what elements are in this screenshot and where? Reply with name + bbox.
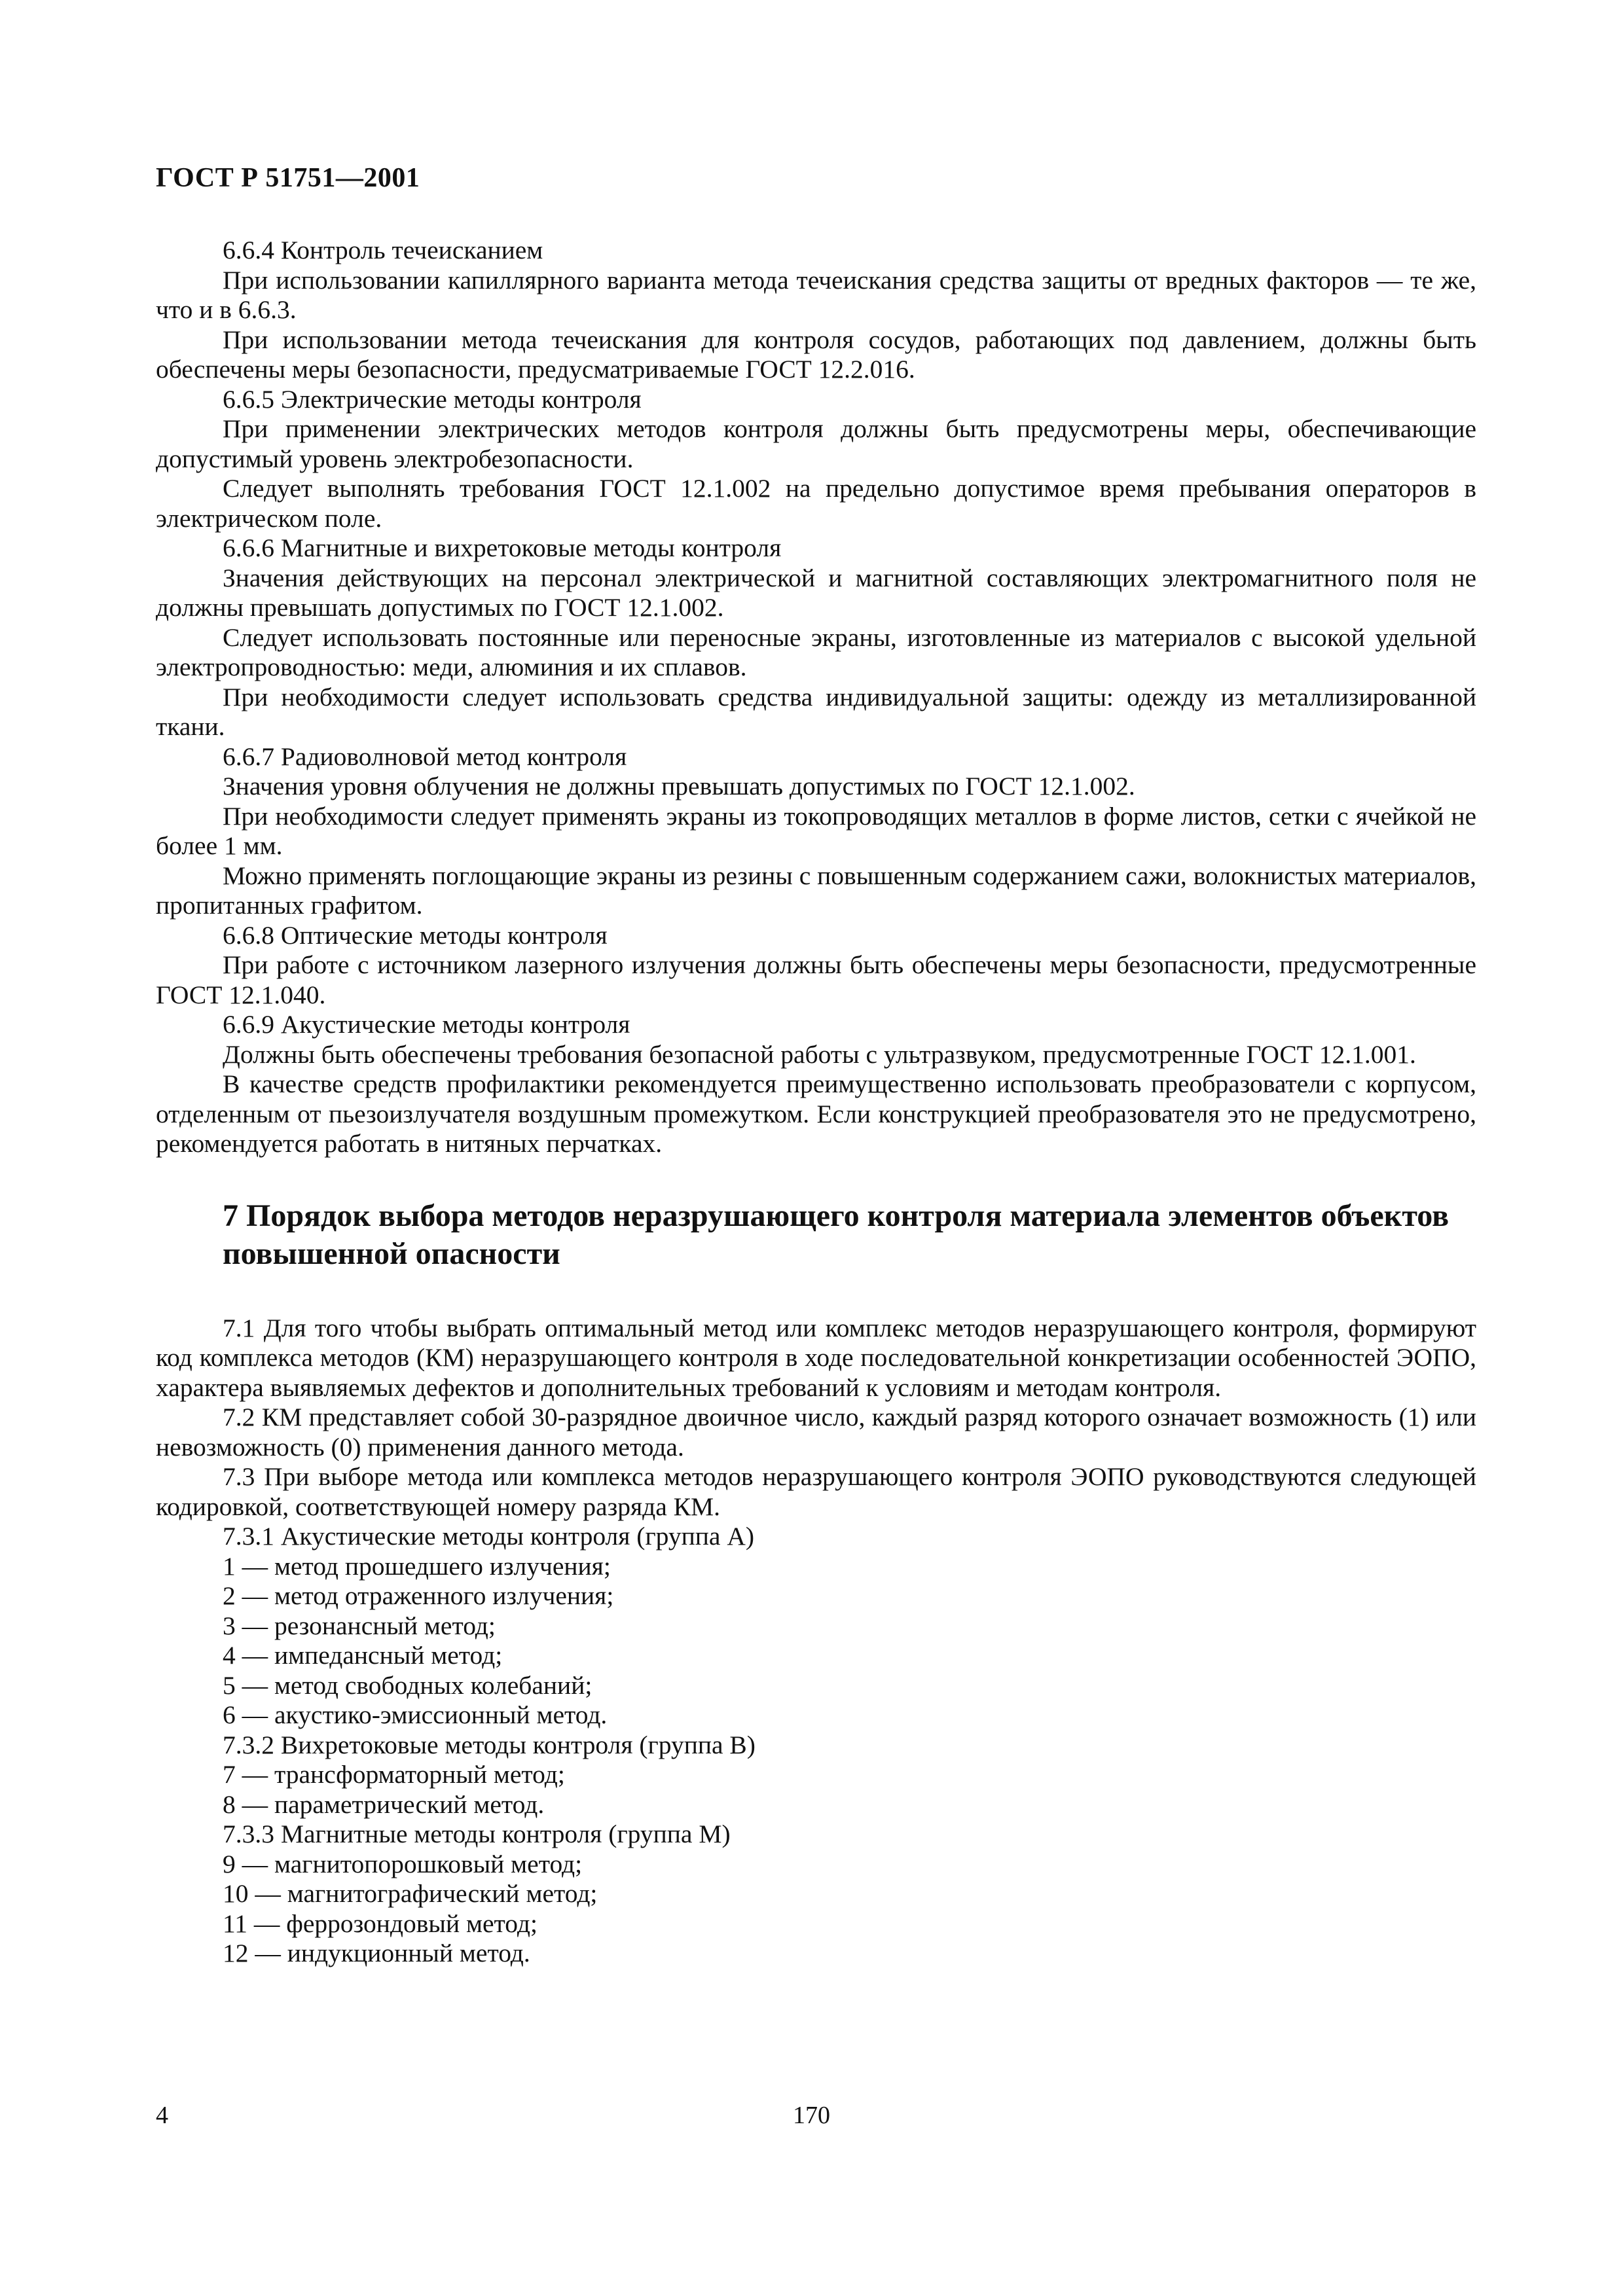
list-item: 9 — магнитопорошковый метод; [223, 1849, 583, 1878]
document-header: ГОСТ Р 51751—2001 [156, 163, 420, 193]
list-item: 7 — трансформаторный метод; [223, 1760, 565, 1789]
paragraph: При использовании метода течеискания для контроля сосудов, работающих под давлением, должны быть обеспечены меры безопасности, предусматриваемые ГОСТ 12.2.016. [156, 325, 1476, 384]
list-item: 5 — метод свободных колебаний; [223, 1670, 593, 1700]
paragraph: Значения действующих на персонал электрической и магнитной составляющих электромагнитного поля не должны превышать допустимых по ГОСТ 12.1.002. [156, 563, 1476, 622]
section-6-6-8-title: 6.6.8 Оптические методы контроля [223, 920, 608, 950]
list-item: 8 — параметрический метод. [223, 1789, 545, 1819]
section-6-6-9-title: 6.6.9 Акустические методы контроля [223, 1010, 630, 1039]
section-6-6-5-title: 6.6.5 Электрические методы контроля [223, 384, 642, 414]
section-6-6-6-title: 6.6.6 Магнитные и вихретоковые методы контроля [223, 533, 782, 562]
paragraph: Следует использовать постоянные или переносные экраны, изготовленные из материалов с высокой удельной электропроводностью: меди, алюминия и их сплавов. [156, 622, 1476, 681]
paragraph-7-3: 7.3 При выборе метода или комплекса методов неразрушающего контроля ЭОПО руководствуются следующей кодировкой, соответствующей номеру разряда КМ. [156, 1462, 1476, 1521]
list-item: 10 — магнитографический метод; [223, 1879, 598, 1908]
paragraph-7-1: 7.1 Для того чтобы выбрать оптимальный метод или комплекс методов неразрушающего контроля, формируют код комплекса методов (КМ) неразрушающего контроля в ходе последовательной конкретизации особенностей ЭОПО, характера выявляемых дефектов и дополнительных требований к условиям и методам контроля. [156, 1313, 1476, 1402]
paragraph-7-2: 7.2 КМ представляет собой 30-разрядное двоичное число, каждый разряд которого означает возможность (1) или невозможность (0) применения данного метода. [156, 1403, 1476, 1462]
paragraph: Значения уровня облучения не должны превышать допустимых по ГОСТ 12.1.002. [223, 772, 1135, 800]
list-item: 6 — акустико-эмиссионный метод. [223, 1700, 608, 1729]
paragraph: При работе с источником лазерного излучения должны быть обеспечены меры безопасности, предусмотренные ГОСТ 12.1.040. [156, 950, 1476, 1009]
paragraph: При применении электрических методов контроля должны быть предусмотрены меры, обеспечивающие допустимый уровень электробезопасности. [156, 414, 1476, 473]
paragraph: Можно применять поглощающие экраны из резины с повышенным содержанием сажи, волокнистых материалов, пропитанных графитом. [156, 861, 1476, 920]
document-body [156, 236, 1476, 1969]
sheet-number: 170 [793, 2102, 830, 2129]
list-item: 4 — импедансный метод; [223, 1641, 503, 1670]
page-number: 4 [156, 2102, 168, 2129]
group-b-title: 7.3.2 Вихретоковые методы контроля (группа В) [223, 1730, 756, 1759]
list-item: 11 — феррозондовый метод; [223, 1909, 538, 1938]
group-m-title: 7.3.3 Магнитные методы контроля (группа М) [223, 1820, 731, 1848]
list-item: 1 — метод прошедшего излучения; [223, 1551, 611, 1581]
paragraph: Следует выполнять требования ГОСТ 12.1.002 на предельно допустимое время пребывания операторов в электрическом поле. [156, 474, 1476, 533]
section-6-6-4-title: 6.6.4 Контроль течеисканием [223, 236, 543, 264]
list-item: 12 — индукционный метод. [223, 1939, 530, 1967]
section-6-6-7-title: 6.6.7 Радиоволновой метод контроля [223, 742, 627, 771]
paragraph: При использовании капиллярного варианта метода течеискания средства защиты от вредных факторов — те же, что и в 6.6.3. [156, 265, 1476, 324]
group-a-title: 7.3.1 Акустические методы контроля (группа А) [223, 1522, 755, 1551]
section-7-heading: 7 Порядок выбора методов неразрушающего контроля материала элементов объектов повышенной опасности [223, 1198, 1449, 1271]
list-item: 2 — метод отраженного излучения; [223, 1581, 614, 1610]
paragraph: При необходимости следует применять экраны из токопроводящих металлов в форме листов, сетки с ячейкой не более 1 мм. [156, 801, 1476, 860]
paragraph: В качестве средств профилактики рекомендуется преимущественно использовать преобразователи с корпусом, отделенным от пьезоизлучателя воздушным промежутком. Если конструкцией преобразователя это не предусмотрено, рекомендуется работать в нитяных перчатках. [156, 1069, 1476, 1158]
paragraph: Должны быть обеспечены требования безопасной работы с ультразвуком, предусмотренные ГОСТ 12.1.001. [223, 1039, 1416, 1069]
paragraph: При необходимости следует использовать средства индивидуальной защиты: одежду из металлизированной ткани. [156, 682, 1476, 741]
list-item: 3 — резонансный метод; [223, 1611, 496, 1640]
